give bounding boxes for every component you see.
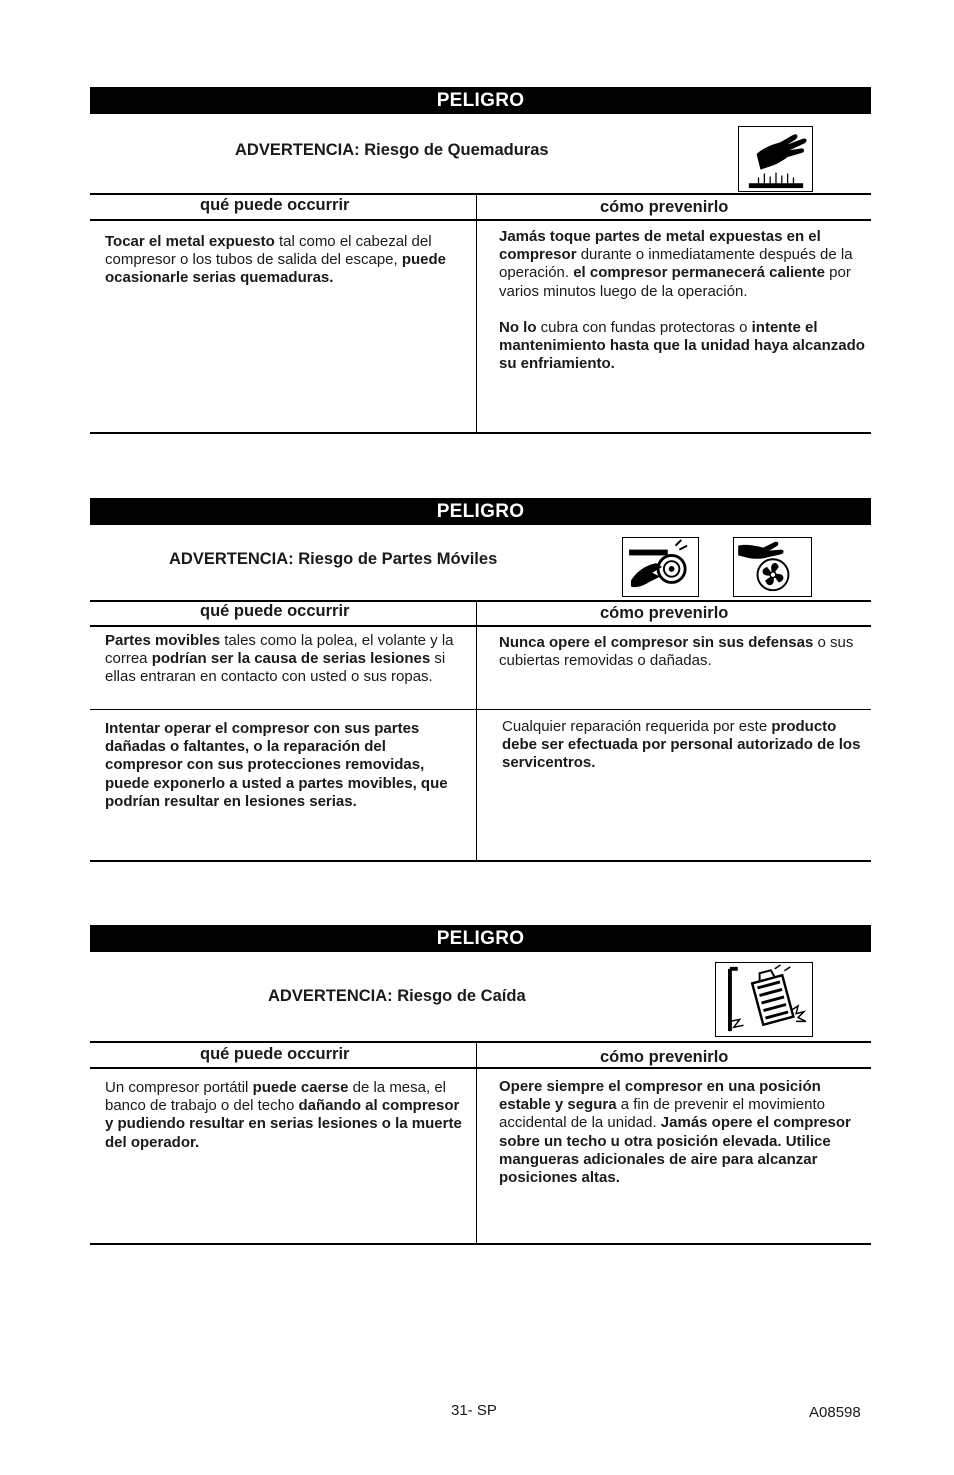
- column-header-how-to-prevent: cómo prevenirlo: [600, 1048, 729, 1066]
- text-run: si ellas entraran en contacto con usted o sus ropas.: [105, 650, 446, 686]
- text-paragraph: [105, 1079, 465, 1152]
- text-paragraph: [502, 718, 871, 773]
- warning-section-burn: [90, 87, 871, 437]
- text-paragraph: [499, 319, 871, 374]
- hot-surface-hand-icon: [738, 126, 813, 192]
- text-run: a fin de prevenir el movimiento accidental de la unidad.: [499, 1096, 825, 1132]
- falling-compressor-icon: [715, 962, 813, 1037]
- text-run: durante o inmediatamente después de la operación.: [499, 246, 853, 282]
- bold-text-run: puede caerse: [252, 1079, 349, 1096]
- bold-text-run: Opere siempre el compresor en una posición estable y segura: [499, 1078, 821, 1114]
- text-run: de la mesa, el banco de trabajo o del techo: [105, 1079, 447, 1115]
- bold-text-run: Jamás toque partes de metal expuestas en el compresor: [499, 228, 821, 264]
- column-header-how-to-prevent: cómo prevenirlo: [600, 604, 729, 622]
- text-paragraph: [499, 228, 871, 301]
- danger-banner: PELIGRO: [90, 87, 871, 114]
- text-paragraph: [105, 720, 465, 811]
- bold-text-run: Jamás opere el compresor sobre un techo u otra posición elevada. Utilice mangueras adicionales de aire para alcanzar posiciones altas.: [499, 1114, 851, 1187]
- bold-text-run: No lo: [499, 318, 537, 336]
- warning-title: ADVERTENCIA: Riesgo de Quemaduras: [235, 141, 549, 159]
- bold-text-run: producto debe ser efectuada por personal autorizado de los servicentros.: [502, 718, 861, 772]
- bold-text-run: Partes movibles: [105, 632, 221, 649]
- hazard-description: [105, 632, 460, 687]
- prevention-instructions: [499, 634, 871, 670]
- bold-text-run: el compresor permanecerá caliente: [573, 264, 826, 282]
- text-run: o sus cubiertas removidas o dañadas.: [499, 634, 854, 670]
- prevention-instructions: [502, 718, 871, 773]
- danger-banner: PELIGRO: [90, 498, 871, 525]
- hazard-description: [105, 720, 465, 811]
- column-header-what-can-happen: qué puede occurrir: [200, 1045, 350, 1063]
- text-run: tal como el cabezal del compresor o los tubos de salida del escape,: [105, 233, 432, 269]
- bold-text-run: puede ocasionarle serias quemaduras.: [105, 251, 447, 287]
- text-run: cubra con fundas protectoras o: [536, 318, 752, 336]
- text-run: por varios minutos luego de la operación.: [499, 264, 851, 300]
- prevention-instructions: [499, 1078, 871, 1187]
- bold-text-run: podrían ser la causa de serias lesiones: [151, 650, 431, 668]
- bold-text-run: Tocar el metal expuesto: [105, 233, 275, 250]
- hazard-description: [105, 233, 460, 288]
- warning-title: ADVERTENCIA: Riesgo de Partes Móviles: [169, 550, 498, 568]
- fan-blade-hand-icon: [733, 537, 812, 597]
- document-code: A08598: [809, 1404, 861, 1421]
- bold-text-run: Nunca opere el compresor sin sus defensas: [499, 634, 814, 651]
- bold-text-run: Intentar operar el compresor con sus partes dañadas o faltantes, o la reparación del compresor con sus protecciones removidas, puede exponerlo a usted a partes movibles, que podrían resultar en lesiones serias.: [105, 720, 448, 810]
- text-run: Un compresor portátil: [105, 1079, 253, 1096]
- text-run: tales como la polea, el volante y la correa: [105, 632, 454, 668]
- text-paragraph: [499, 634, 871, 670]
- column-header-what-can-happen: qué puede occurrir: [200, 602, 350, 620]
- bold-text-run: dañando al compresor y pudiendo resultar en serias lesiones o la muerte del operador.: [105, 1097, 462, 1151]
- text-paragraph: [105, 233, 460, 288]
- text-run: Cualquier reparación requerida por este: [502, 718, 772, 735]
- prevention-instructions: [499, 228, 871, 373]
- warning-section-moving-parts: [90, 498, 871, 868]
- warning-title: ADVERTENCIA: Riesgo de Caída: [268, 987, 526, 1005]
- column-header-how-to-prevent: cómo prevenirlo: [600, 198, 729, 216]
- belt-pulley-hand-icon: [622, 537, 699, 597]
- bold-text-run: intente el mantenimiento hasta que la unidad haya alcanzado su enfriamiento.: [499, 318, 865, 373]
- danger-banner: PELIGRO: [90, 925, 871, 952]
- page-number: 31- SP: [451, 1402, 497, 1419]
- warning-section-fall: [90, 925, 871, 1255]
- text-paragraph: [105, 632, 460, 687]
- text-paragraph: [499, 1078, 871, 1187]
- column-header-what-can-happen: qué puede occurrir: [200, 196, 350, 214]
- hazard-description: [105, 1079, 465, 1152]
